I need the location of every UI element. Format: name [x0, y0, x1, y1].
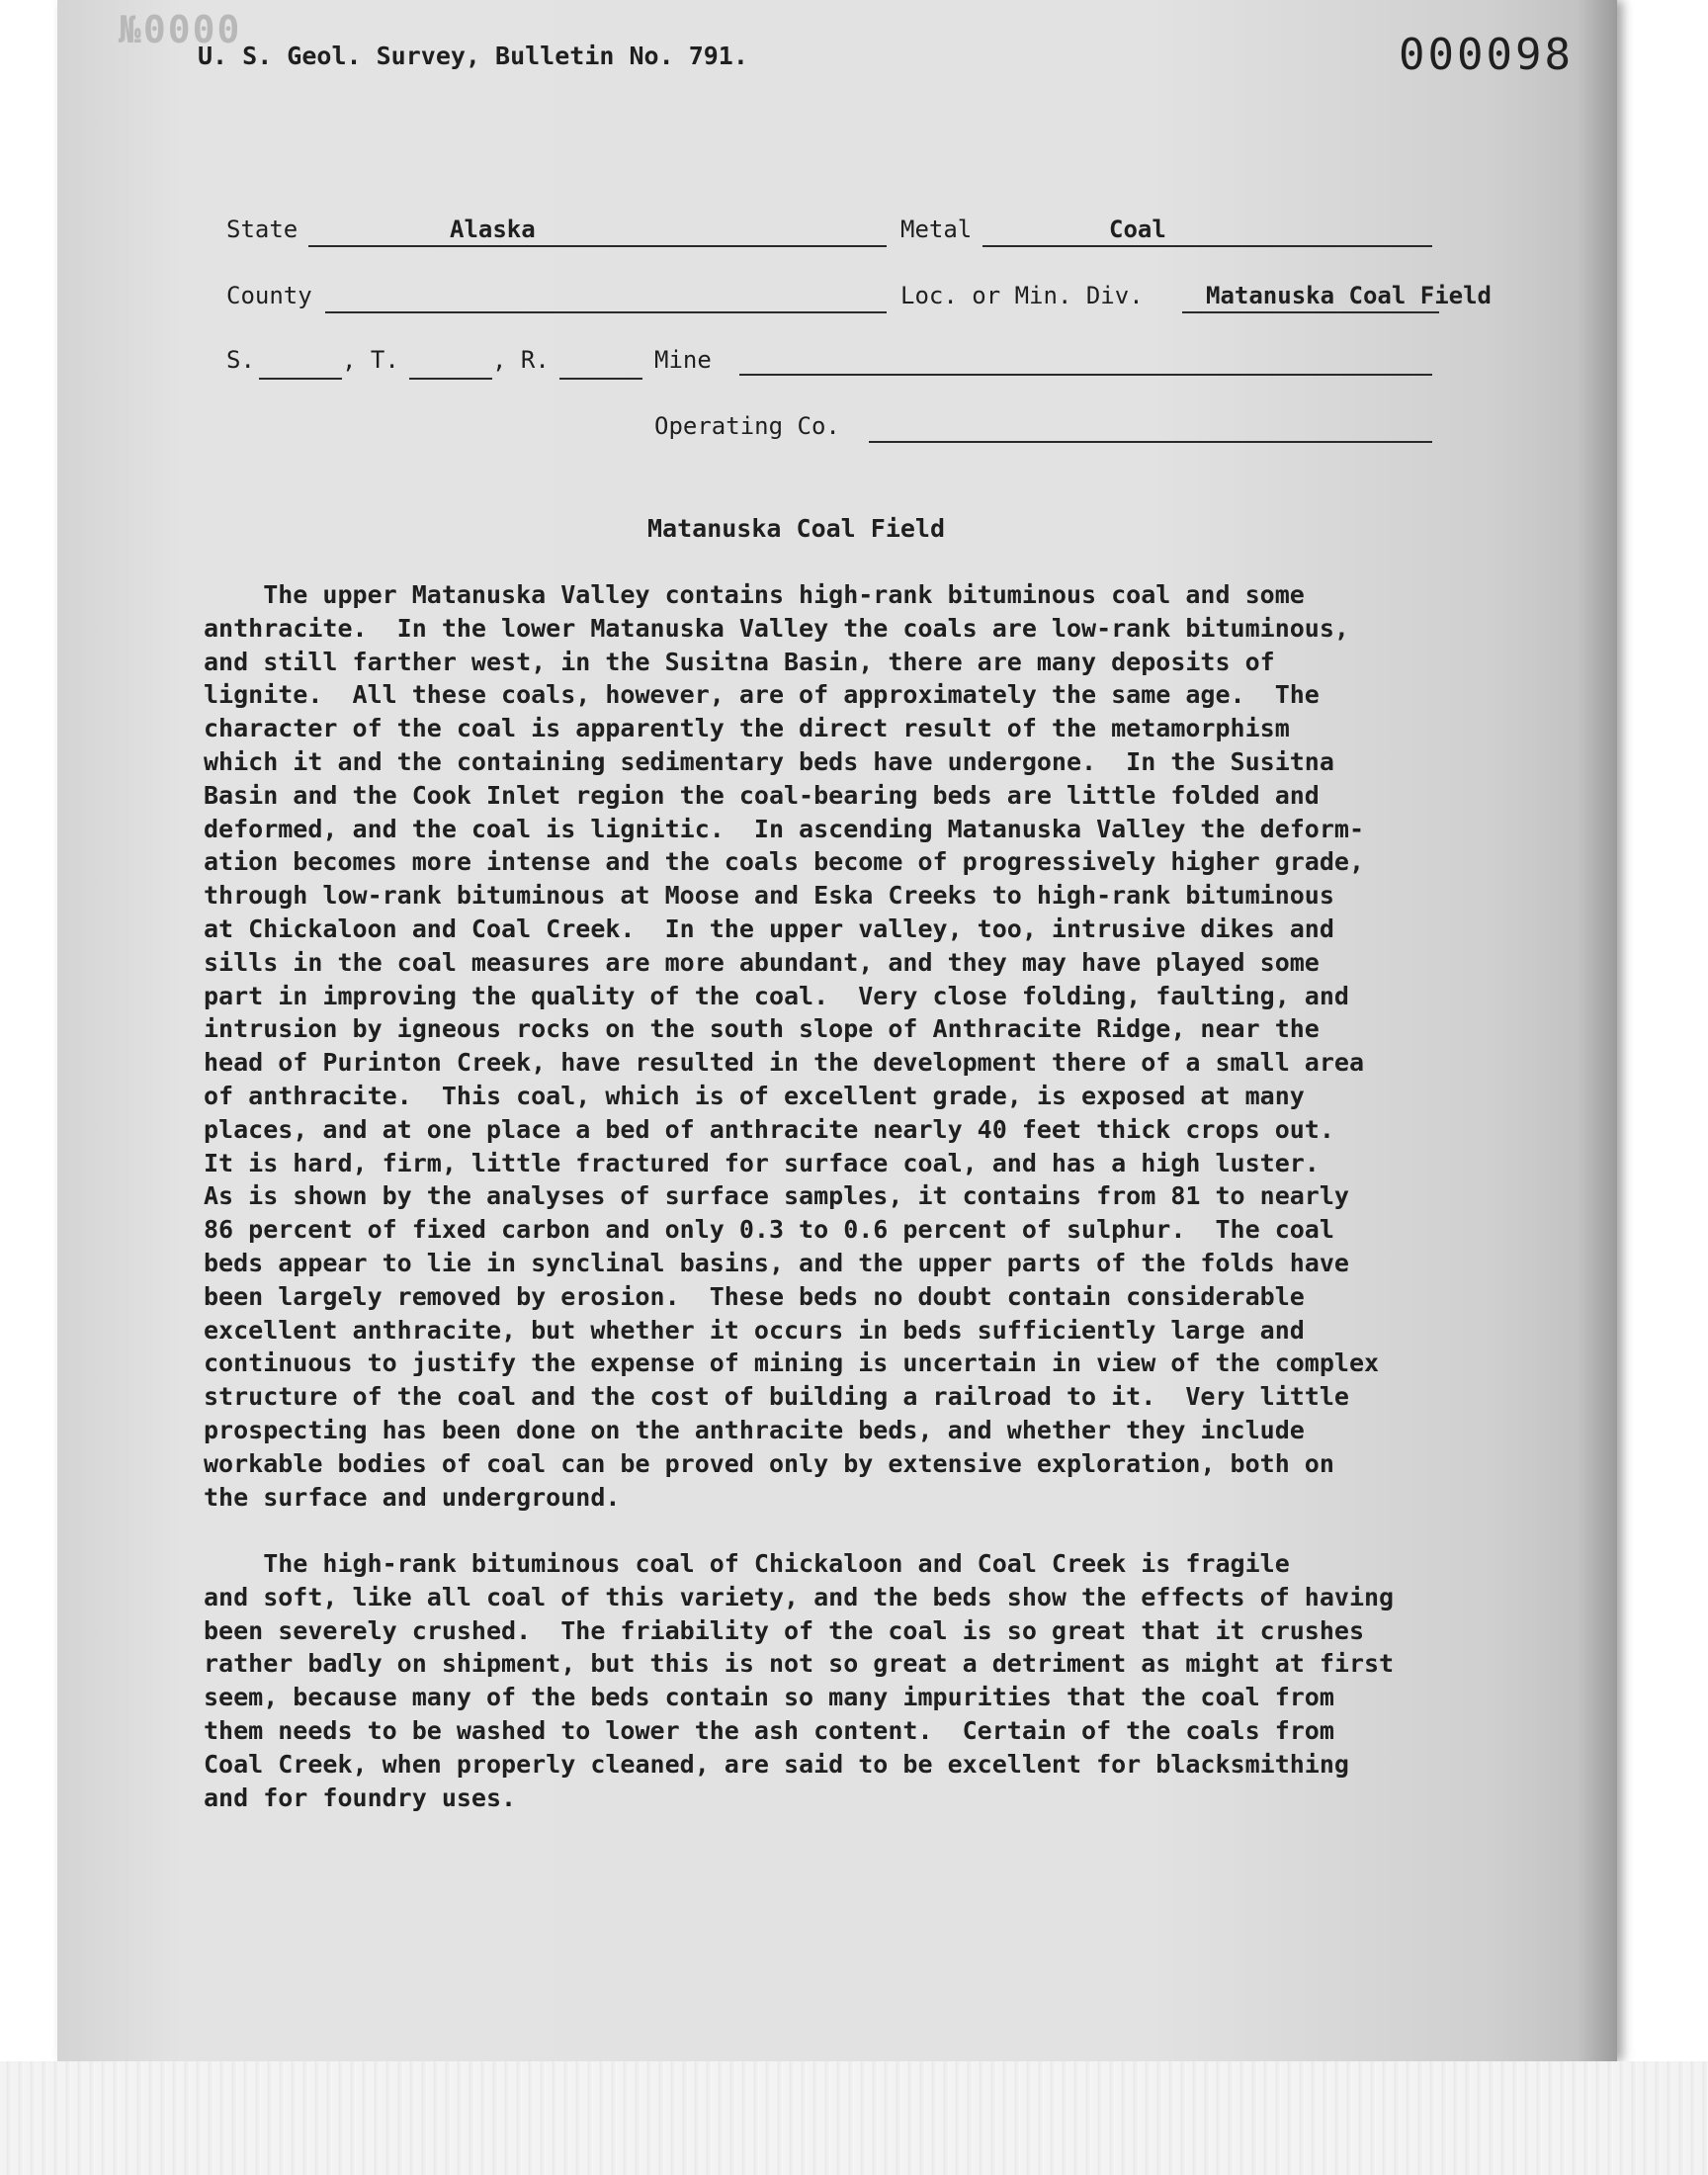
- scanner-strip: [0, 2061, 1708, 2175]
- county-label: County: [226, 282, 312, 309]
- paragraph-1: The upper Matanuska Valley contains high-rank bituminous coal and some anthracite. In the lower Matanuska Valley the coals are low-rank bituminous, and still farther west, in the Susitna Basin, there are many deposits of lignite. All these coals, however, are of approximately the same age. The character of the coal is apparently the direct result of the metamorphism which it and the containing sedimentary beds have undergone. In the Susitna Basin and the Cook Inlet region the coal-bearing beds are little folded and deformed, and the coal is lignitic. In ascending Matanuska Valley the deform- ation becomes more intense and the coals become of progressively higher grade, through low-rank bituminous at Moose and Eska Creeks to high-rank bituminous at Chickaloon and Coal Creek. In the upper valley, too, intrusive dikes and sills in the coal measures are more abundant, and they may have played some part in improving the quality of the coal. Very close folding, faulting, and intrusion by igneous rocks on the south slope of Anthracite Ridge, near the head of Purinton Creek, have resulted in the development there of a small area of anthracite. This coal, which is of excellent grade, is exposed at many places, and at one place a bed of anthracite nearly 40 feet thick crops out. It is hard, firm, little fractured for surface coal, and has a high luster. As is shown by the analyses of surface samples, it contains from 81 to nearly 86 percent of fixed carbon and only 0.3 to 0.6 percent of sulphur. The coal beds appear to lie in synclinal basins, and the upper parts of the folds have been largely removed by erosion. These beds no doubt contain considerable excellent anthracite, but whether it occurs in beds sufficiently large and continuous to justify the expense of mining is uncertain in view of the complex structure of the coal and the cost of building a railroad to it. Very little prospecting has been done on the anthracite beds, and whether they include workable bodies of coal can be proved only by extensive exploration, both on the surface and underground.: [204, 580, 1380, 1512]
- document-title: Matanuska Coal Field: [647, 514, 946, 543]
- operating-co-underline: [869, 441, 1432, 443]
- state-label: State: [226, 216, 299, 243]
- metal-underline: [982, 245, 1432, 247]
- section-underline: [259, 378, 342, 380]
- loc-label: Loc. or Min. Div.: [900, 282, 1144, 309]
- state-value: Alaska: [450, 216, 536, 243]
- mine-underline: [739, 374, 1432, 376]
- county-underline: [325, 311, 887, 313]
- metal-label: Metal: [900, 216, 973, 243]
- township-label: , T.: [342, 346, 399, 374]
- mine-label: Mine: [654, 346, 712, 374]
- paragraph-2: The high-rank bituminous coal of Chickaloon and Coal Creek is fragile and soft, like all coal of this variety, and the beds show the effects of having been severely crushed. The friability of the coal is so great that it crushes rather badly on shipment, but this is not so great a detriment as might at first seem, because many of the beds contain so many impurities that the coal from them needs to be washed to lower the ash content. Certain of the coals from Coal Creek, when properly cleaned, are said to be excellent for blacksmithing and for foundry uses.: [204, 1549, 1395, 1812]
- metal-value: Coal: [1109, 216, 1166, 243]
- section-label: S.: [226, 346, 255, 374]
- operating-co-label: Operating Co.: [654, 412, 840, 440]
- faint-stamp: №0000: [119, 8, 242, 51]
- loc-underline: [1182, 311, 1439, 313]
- state-underline: [308, 245, 887, 247]
- range-underline: [559, 378, 642, 380]
- loc-value: Matanuska Coal Field: [1206, 282, 1492, 309]
- range-label: , R.: [492, 346, 550, 374]
- township-underline: [409, 378, 492, 380]
- document-number: 000098: [1399, 30, 1574, 80]
- bulletin-header: U. S. Geol. Survey, Bulletin No. 791.: [198, 42, 748, 70]
